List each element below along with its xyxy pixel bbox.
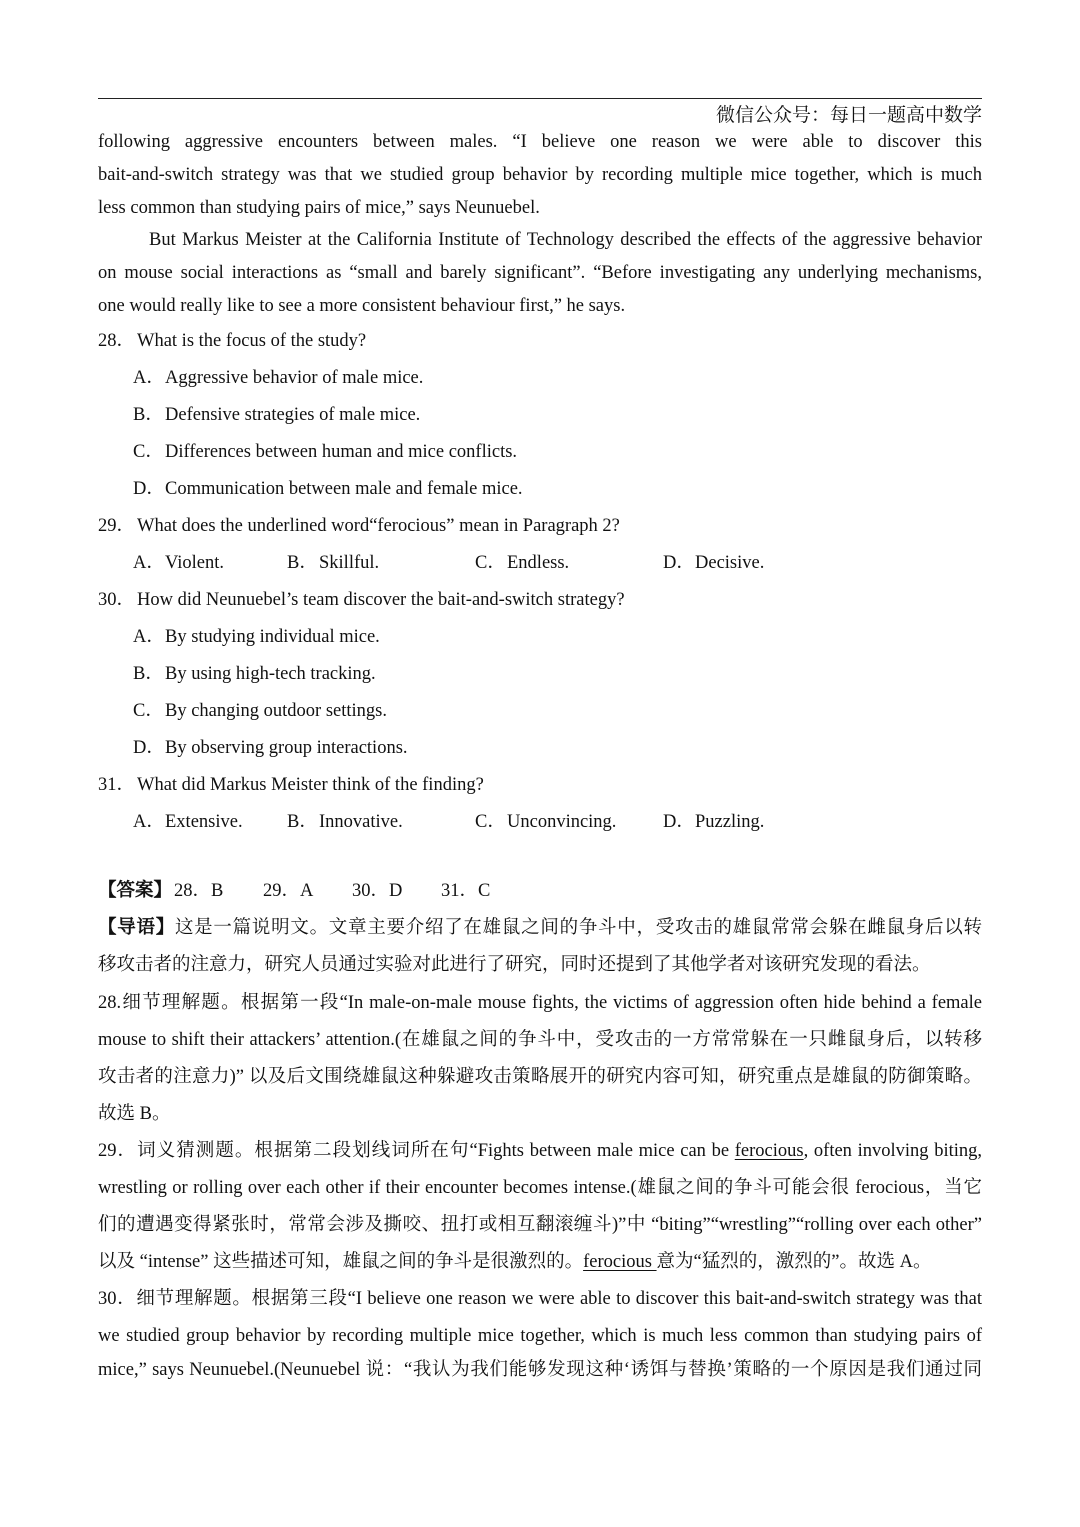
answer-key-item: 28．B [174,881,224,901]
question-stem: What is the focus of the study? [137,331,367,351]
analysis-text: 这是一篇说明文。文章主要介绍了在雄鼠之间的争斗中，受攻击的雄鼠常常会躲在雌鼠身后以转 [174,918,982,938]
option-text: Differences between human and mice conflicts. [165,442,518,462]
option-text: Skillful. [319,553,380,573]
option-text: Defensive strategies of male mice. [165,405,421,425]
option-text: Communication between male and female mice. [165,479,523,499]
question-28-option-d [133,477,523,501]
answer-key-label: 【答案】 [98,881,173,901]
analysis-text: 以及 “intense” 这些描述可知，雄鼠之间的争斗是很激烈的。 [98,1252,584,1272]
question-29-option-b [287,551,379,575]
option-label: D． [663,553,695,573]
answer-key-item: 30．D [352,881,403,901]
analysis-text: , often involving biting, [803,1141,982,1161]
option-label: A． [133,812,165,832]
question-31 [98,773,982,797]
analysis-guide-line-2: 移攻击者的注意力，研究人员通过实验对此进行了研究，同时还提到了其他学者对该研究发现的看法。 [98,955,931,975]
answer-key-item: 31．C [441,881,491,901]
header-source: 微信公众号：每日一题高中数学 [715,105,982,126]
question-28-option-b [133,403,420,427]
question-stem: How did Neunuebel’s team discover the bait-and-switch strategy? [137,590,625,610]
option-label: B． [133,405,164,425]
analysis-30-line-2: we studied group behavior by recording multiple mice together, which is much less common than studying pairs of [98,1326,982,1346]
passage-p1-line-3: less common than studying pairs of mice,” says Neunuebel. [98,198,540,218]
option-text: Puzzling. [695,812,765,832]
option-text: By observing group interactions. [165,738,408,758]
question-31-option-c [475,810,616,834]
analysis-28-line-3: 攻击者的注意力)” 以及后文围绕雄鼠这种躲避攻击策略展开的研究内容可知，研究重点是雄鼠的防御策略。 [98,1067,982,1087]
option-text: Decisive. [695,553,765,573]
option-label: C． [133,701,164,721]
question-30-option-c [133,699,387,723]
analysis-guide-label: 【导语】 [98,918,175,938]
question-number: 29． [98,516,136,536]
option-text: Aggressive behavior of male mice. [165,368,424,388]
analysis-28-line-4: 故选 B。 [98,1104,171,1124]
analysis-29-line-2: wrestling or rolling over each other if their encounter becomes intense.(雄鼠之间的争斗可能会很 ferocious，当它 [98,1178,982,1198]
option-text: Innovative. [319,812,403,832]
question-stem: What did Markus Meister think of the finding? [137,775,484,795]
question-28-option-c [133,440,517,464]
question-28-option-a [133,366,423,390]
option-label: C． [133,442,164,462]
option-text: By using high-tech tracking. [165,664,376,684]
question-31-option-d [663,810,764,834]
option-label: C． [475,553,506,573]
option-label: B． [287,812,318,832]
option-text: Violent. [165,553,225,573]
option-label: D． [133,738,165,758]
question-number: 28． [98,331,136,351]
passage-p2-line-2: on mouse social interactions as “small and barely significant”. “Before investigating any underlying mechanisms, [98,263,982,283]
answer-key-item: 29．A [263,881,314,901]
analysis-29-line-4 [98,1250,982,1274]
underlined-term: ferocious [583,1252,657,1272]
analysis-text: 意为“猛烈的，激烈的”。故选 A。 [656,1252,932,1272]
question-number: 30． [98,590,136,610]
option-label: A． [133,553,165,573]
analysis-29-line-3: 们的遭遇变得紧张时，常常会涉及撕咬、扭打或相互翻滚缠斗)”中 “biting”“wrestling”“rolling over each other” [98,1215,982,1235]
question-30 [98,588,982,612]
option-label: B． [133,664,164,684]
answer-key [98,879,982,903]
option-text: Endless. [507,553,570,573]
question-30-option-a [133,625,380,649]
analysis-text: 29．词义猜测题。根据第二段划线词所在句“Fights between male mice can be [98,1141,735,1161]
passage-p2-line-3: one would really like to see a more consistent behaviour first,” he says. [98,296,626,316]
option-label: D． [133,479,165,499]
question-stem: What does the underlined word“ferocious” mean in Paragraph 2? [137,516,620,536]
passage-p1-line-2: bait-and-switch strategy was that we studied group behavior by recording multiple mice together, which is much [98,165,982,185]
option-label: A． [133,368,165,388]
passage-p2-line-1: But Markus Meister at the California Institute of Technology described the effects of the aggressive behavior [149,230,982,250]
question-30-option-d [133,736,408,760]
question-29 [98,514,982,538]
analysis-28-line-1: 28.细节理解题。根据第一段“In male-on-male mouse fights, the victims of aggression often hide behind a female [98,993,982,1013]
analysis-29-line-1 [98,1139,982,1163]
question-28 [98,329,982,353]
option-text: By changing outdoor settings. [165,701,387,721]
analysis-guide-line-1 [98,916,982,940]
option-text: Extensive. [165,812,243,832]
header-divider [98,98,982,99]
question-31-option-b [287,810,403,834]
option-text: Unconvincing. [507,812,617,832]
underlined-term: ferocious [734,1141,804,1161]
analysis-30-line-1: 30．细节理解题。根据第三段“I believe one reason we were able to discover this bait-and-switch strategy was that [98,1289,982,1309]
option-label: A． [133,627,165,647]
question-29-option-d [663,551,764,575]
option-label: B． [287,553,318,573]
analysis-30-line-3: mice,” says Neunuebel.(Neunuebel 说：“我认为我们能够发现这种‘诱饵与替换’策略的一个原因是我们通过同 [98,1360,982,1380]
option-label: D． [663,812,695,832]
question-29-option-a [133,551,224,575]
question-29-option-c [475,551,569,575]
passage-p1-line-1: following aggressive encounters between males. “I believe one reason we were able to discover this [98,132,982,152]
option-text: By studying individual mice. [165,627,380,647]
question-30-option-b [133,662,376,686]
question-number: 31． [98,775,136,795]
analysis-28-line-2: mouse to shift their attackers’ attention.(在雄鼠之间的争斗中，受攻击的一方常常躲在一只雌鼠身后，以转移 [98,1030,982,1050]
option-label: C． [475,812,506,832]
question-31-option-a [133,810,243,834]
